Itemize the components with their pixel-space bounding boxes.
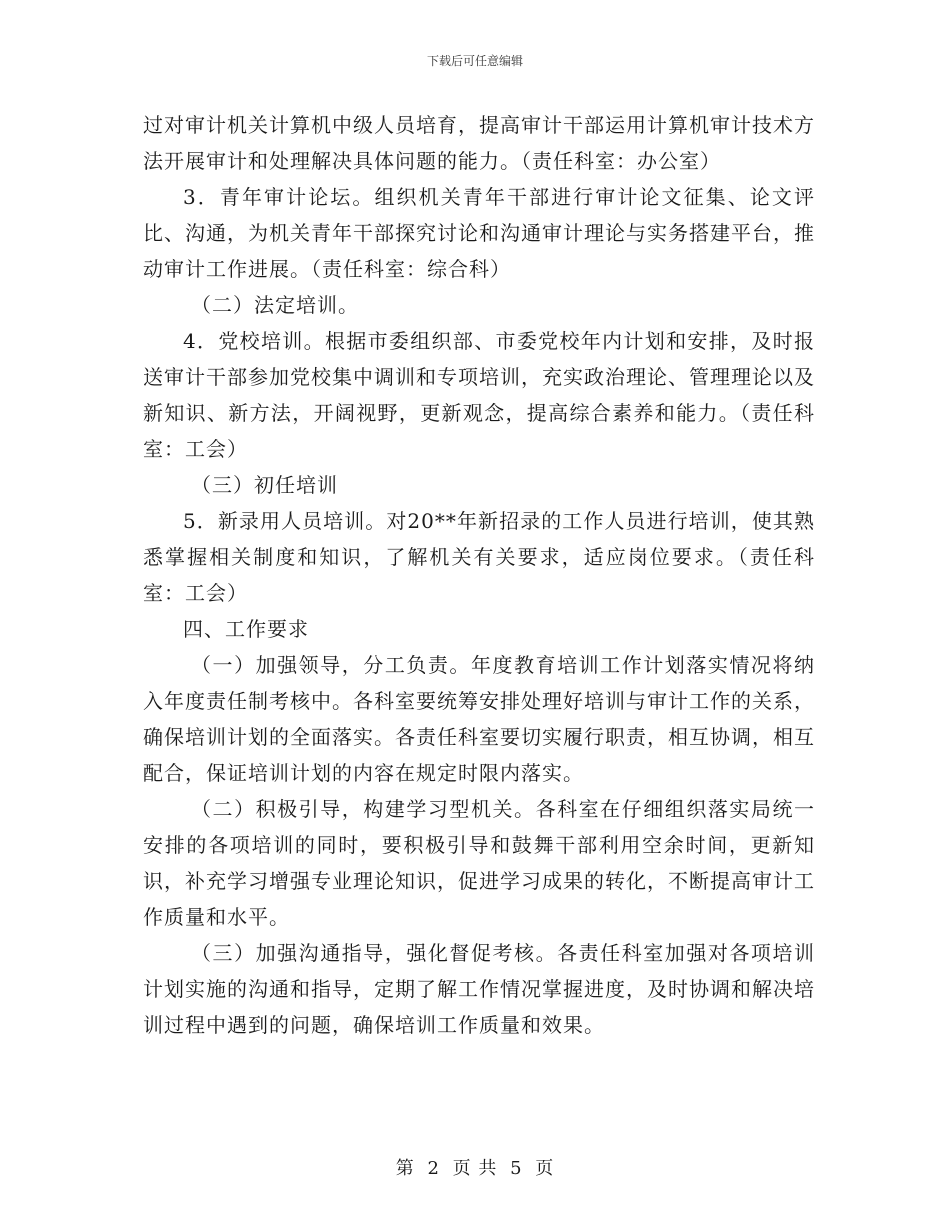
paragraph-requirement-2: （二）积极引导，构建学习型机关。各科室在仔细组织落实局统一安排的各项培训的同时，要积极引导和鼓舞干部利用空余时间，更新知识，补充学习增强专业理论知识，促进学习成果的转化，不断提高审计工作质量和水平。 bbox=[143, 797, 815, 929]
paragraph-requirement-3: （三）加强沟通指导，强化督促考核。各责任科室加强对各项培训计划实施的沟通和指导，定期了解工作情况掌握进度，及时协调和解决培训过程中遇到的问题，确保培训工作质量和效果。 bbox=[143, 941, 815, 1037]
page-footer bbox=[0, 1154, 950, 1180]
section-heading-statutory-training: （二）法定培训。 bbox=[191, 293, 359, 317]
page-header: 下载后可任意编辑 bbox=[426, 54, 523, 68]
footer-prefix: 第 bbox=[395, 1158, 415, 1179]
paragraph-item-3: 3．青年审计论坛。组织机关青年干部进行审计论文征集、论文评比、沟通，为机关青年干部探究讨论和沟通审计理论与实务搭建平台，推动审计工作进展。（责任科室：综合科） bbox=[143, 185, 815, 281]
footer-page-number: 2 bbox=[427, 1158, 440, 1179]
footer-total-pages: 5 bbox=[510, 1158, 523, 1179]
document-body bbox=[143, 107, 815, 1043]
section-heading-initial-training: （三）初任培训 bbox=[191, 473, 338, 497]
footer-suffix: 页 bbox=[535, 1158, 555, 1179]
paragraph-item-5: 5．新录用人员培训。对20**年新招录的工作人员进行培训，使其熟悉掌握相关制度和知识，了解机关有关要求，适应岗位要求。（责任科室：工会） bbox=[143, 509, 815, 605]
section-heading-work-requirements: 四、工作要求 bbox=[183, 617, 309, 641]
paragraph-requirement-1: （一）加强领导，分工负责。年度教育培训工作计划落实情况将纳入年度责任制考核中。各科室要统筹安排处理好培训与审计工作的关系，确保培训计划的全面落实。各责任科室要切实履行职责，相互协调，相互配合，保证培训计划的内容在规定时限内落实。 bbox=[143, 653, 815, 785]
footer-middle: 页 共 bbox=[452, 1158, 498, 1179]
paragraph-continuation: 过对审计机关计算机中级人员培育，提高审计干部运用计算机审计技术方法开展审计和处理解决具体问题的能力。（责任科室：办公室） bbox=[143, 113, 815, 173]
paragraph-item-4: 4．党校培训。根据市委组织部、市委党校年内计划和安排，及时报送审计干部参加党校集中调训和专项培训，充实政治理论、管理理论以及新知识、新方法，开阔视野，更新观念，提高综合素养和能力。（责任科室：工会） bbox=[143, 329, 815, 461]
